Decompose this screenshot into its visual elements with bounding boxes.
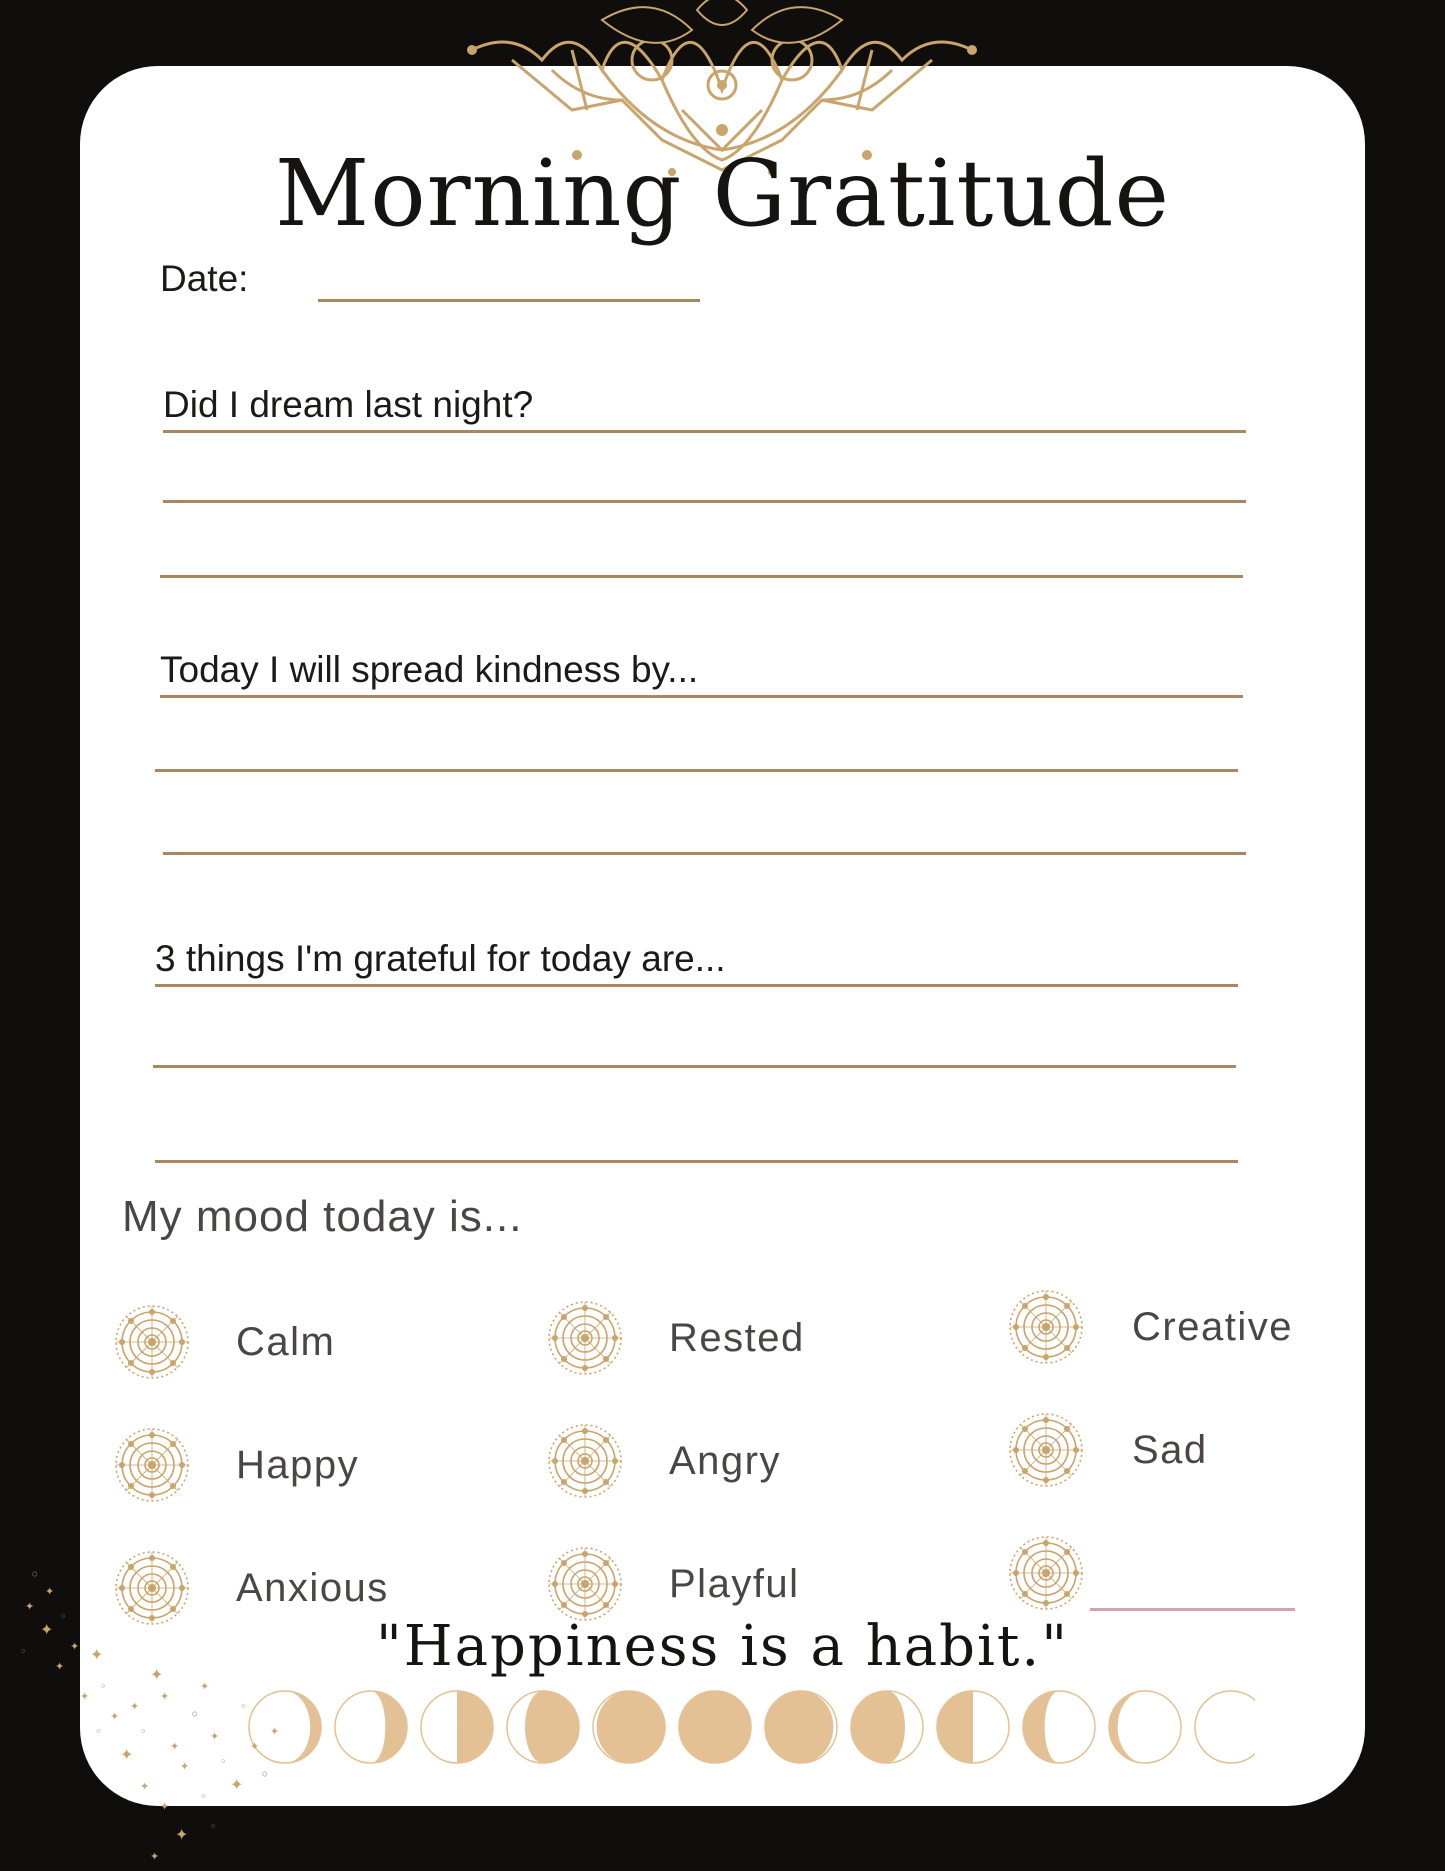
sparkle-star: ✦ [25,1600,35,1613]
moon-phase [765,1691,837,1763]
sparkle-star: ◦ [260,1765,270,1784]
moon-phase [1195,1691,1255,1763]
date-line[interactable] [318,299,700,302]
moon-phase [851,1691,923,1763]
mood-label: Happy [236,1442,360,1487]
moon-phase [421,1691,493,1763]
mood-option-angry[interactable] [545,1421,781,1501]
question-dream-label: Did I dream last night? [163,384,534,425]
sparkle-star: ✦ [55,1660,65,1673]
sparkle-star: ✦ [250,1740,260,1753]
sparkle-star: ✦ [110,1710,120,1723]
mood-label: Creative [1132,1304,1293,1349]
sparkle-star: ✦ [80,1690,90,1703]
moon-phase [335,1691,407,1763]
sparkle-star: ✦ [180,1760,190,1773]
mandala-flower-icon [112,1425,192,1505]
writing-line[interactable] [163,500,1246,503]
sparkle-star: ◦ [60,1610,67,1623]
mandala-flower-icon [545,1298,625,1378]
sparkle-star: ◦ [210,1820,217,1833]
mood-label: Sad [1132,1427,1208,1472]
writing-line[interactable] [155,769,1238,772]
moon-phase [1023,1691,1095,1763]
sparkle-star: ✦ [170,1740,180,1753]
sparkle-star: ✦ [175,1825,189,1844]
moon-phase [593,1691,665,1763]
mood-option-creative[interactable] [1006,1287,1293,1367]
writing-line[interactable] [163,852,1246,855]
mood-option-rested[interactable] [545,1298,805,1378]
moon-phase [1109,1691,1181,1763]
sparkle-star: ✦ [40,1620,54,1639]
page-title: Morning Gratitude [275,140,1170,247]
custom-mood-line[interactable] [1090,1608,1295,1611]
sparkle-star: ✦ [160,1690,170,1703]
sparkle-star: ◦ [95,1725,102,1738]
mandala-flower-icon [1006,1287,1086,1367]
sparkle-star: ◦ [220,1755,227,1768]
sparkle-star: ◦ [140,1725,147,1738]
writing-line[interactable] [160,695,1243,698]
writing-line[interactable] [163,430,1246,433]
quote-text: "Happiness is a habit." [376,1614,1069,1679]
sparkle-star: ✦ [160,1800,170,1813]
sparkle-star: ✦ [270,1725,280,1738]
writing-line[interactable] [155,1160,1238,1163]
mood-option-happy[interactable] [112,1425,359,1505]
sparkle-star: ✦ [140,1780,150,1793]
sparkle-star: ✦ [230,1775,244,1794]
sparkle-star: ✦ [200,1680,210,1693]
moon-phase [679,1691,751,1763]
writing-line[interactable] [153,1065,1236,1068]
sparkle-star: ◦ [240,1700,247,1713]
sparkle-star: ◦ [30,1565,40,1584]
sparkle-star: ✦ [150,1665,164,1684]
mandala-flower-icon [545,1421,625,1501]
writing-line[interactable] [155,984,1238,987]
question-kindness-label: Today I will spread kindness by... [160,649,699,690]
writing-line[interactable] [160,575,1243,578]
mood-label: Calm [236,1319,336,1364]
sparkle-star: ◦ [20,1645,27,1658]
sparkle-star: ◦ [200,1790,207,1803]
mood-label: Angry [669,1438,781,1483]
moon-phase [937,1691,1009,1763]
mandala-flower-icon [112,1302,192,1382]
mood-option-sad[interactable] [1006,1410,1208,1490]
mood-option-playful[interactable] [545,1544,800,1624]
sparkle-star: ✦ [120,1745,134,1764]
mood-option-calm[interactable] [112,1302,335,1382]
sparkle-star: ◦ [190,1705,200,1724]
sparkle-star: ✦ [130,1700,140,1713]
moon-phase-icon [245,1687,1255,1767]
sparkle-star: ✦ [70,1640,80,1653]
mood-label: Anxious [236,1565,389,1610]
moon-phase [507,1691,579,1763]
mood-heading: My mood today is... [122,1192,523,1241]
mood-label: Playful [669,1561,800,1606]
date-label: Date: [160,258,249,299]
mood-label: Rested [669,1315,805,1360]
sparkle-star: ✦ [45,1585,55,1598]
mandala-flower-icon [1006,1533,1086,1613]
sparkle-star: ✦ [210,1730,220,1743]
mandala-flower-icon [1006,1410,1086,1490]
sparkle-star: ✦ [150,1850,160,1863]
sparkle-star: ✦ [90,1645,104,1664]
sparkle-star: ◦ [100,1680,107,1693]
mood-option-custom[interactable] [1006,1533,1086,1613]
mandala-flower-icon [545,1544,625,1624]
question-grateful-label: 3 things I'm grateful for today are... [155,938,726,979]
sparkle-stars-icon [0,1560,300,1871]
